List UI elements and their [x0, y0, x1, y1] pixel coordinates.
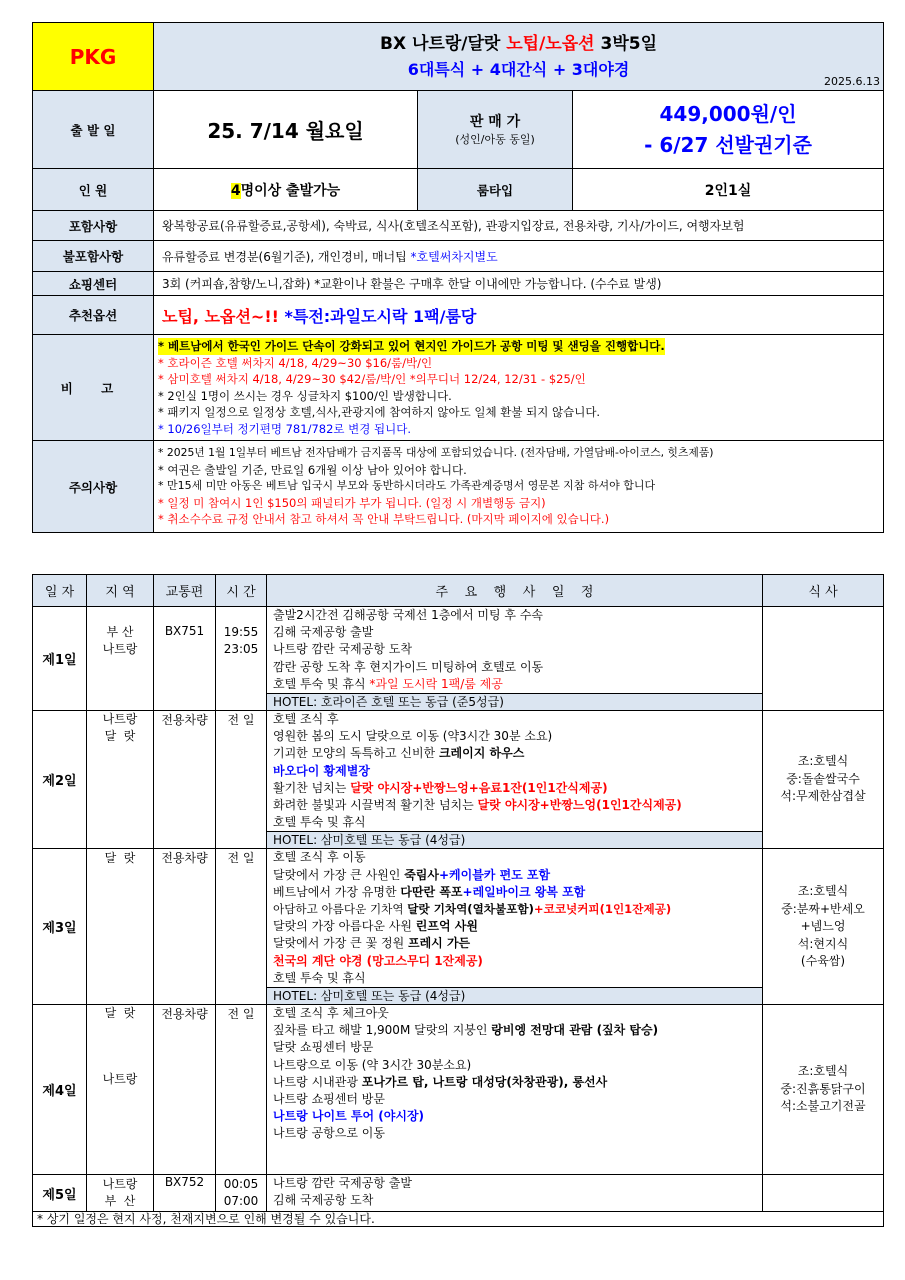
room-label: 룸타입	[418, 169, 573, 211]
shopping-label: 쇼핑센터	[33, 272, 154, 296]
activities: 호텔 조식 후 체크아웃 짚차를 타고 해발 1,900M 달랏의 지붕인 랑비엥 전망대 관람 (짚차 탑승) 달랏 쇼핑센터 방문 나트랑으로 이동 (약 3시간 30분소요) 나트랑 시내관광 포나가르 탑, 나트랑 대성당(차창관광), 롱선사 나트랑 쇼핑센터 방문 나트랑 나이트 투어 (야시장) 나트랑 공항으로 이동	[267, 1005, 763, 1175]
region: 달 랏 나트랑	[87, 1005, 154, 1175]
depart-date: 25. 7/14 월요일	[154, 91, 418, 169]
depart-label: 출 발 일	[33, 91, 154, 169]
remark-item: * 10/26일부터 정기편명 781/782로 변경 됩니다.	[158, 421, 412, 436]
shopping-value: 3회 (커피숍,참향/노니,잡화) *교환이나 환불은 구매후 한달 이내에만 가능합니다. (수수료 발생)	[154, 272, 884, 296]
day1-row	[33, 607, 884, 694]
option-label: 추천옵션	[33, 296, 154, 335]
col-region: 지 역	[87, 575, 154, 607]
time: 전 일	[216, 711, 267, 849]
include-value: 왕복항공료(유류할증료,공항세), 숙박료, 식사(호텔조식포함), 관광지입장료, 전용차량, 기사/가이드, 여행자보험	[154, 211, 884, 241]
caution-item: * 여권은 출발일 기준, 만료일 6개월 이상 남아 있어야 합니다.	[158, 462, 467, 477]
remarks	[154, 335, 884, 441]
day5-row	[33, 1175, 884, 1212]
hotel-info: HOTEL: 호라이즌 호텔 또는 동급 (준5성급)	[267, 694, 763, 711]
caution-item: * 취소수수료 규정 안내서 참고 하셔서 꼭 안내 부탁드립니다. (마지막 페이지에 있습니다.)	[158, 512, 610, 527]
remark-item: * 삼미호텔 써차지 4/18, 4/29~30 $42/룸/박/인 *의무디너 12/24, 12/31 - $25/인	[158, 372, 586, 386]
option-value: 노팁, 노옵션~!! *특전:과일도시락 1팩/룸당	[154, 296, 884, 335]
cautions	[154, 441, 884, 533]
day-label: 제2일	[33, 711, 87, 849]
doc-date: 2025.6.13	[824, 75, 881, 88]
activities: 출발2시간전 김해공항 국제선 1층에서 미팅 후 수속 김해 국제공항 출발 나트랑 깜란 국제공항 도착 깜란 공항 도착 후 현지가이드 미팅하여 호텔로 이동 호텔 투숙 및 휴식 *과일 도시락 1팩/룸 제공	[267, 607, 763, 694]
transport: BX751	[154, 607, 216, 711]
day2-row	[33, 711, 884, 832]
pkg-label: PKG	[33, 23, 154, 91]
remark-item: * 2인실 1명이 쓰시는 경우 싱글차지 $100/인 발생합니다.	[158, 388, 452, 403]
include-label: 포함사항	[33, 211, 154, 241]
people-value: 4명이상 출발가능	[154, 169, 418, 211]
day-label: 제1일	[33, 607, 87, 711]
meals: 조:호텔식 중:진흙통닭구이 석:소불고기전골	[763, 1005, 884, 1175]
col-main: 주 요 행 사 일 정	[267, 575, 763, 607]
price-value: 449,000원/인 - 6/27 선발권기준	[573, 91, 884, 169]
price-label: 판 매 가 (성인/아동 동일)	[418, 91, 573, 169]
hotel-info: HOTEL: 삼미호텔 또는 동급 (4성급)	[267, 988, 763, 1005]
col-transport: 교통편	[154, 575, 216, 607]
people-label: 인 원	[33, 169, 154, 211]
activities: 호텔 조식 후 이동 달랏에서 가장 큰 사원인 죽림사+케이블카 편도 포함 베트남에서 가장 유명한 다딴란 폭포+레일바이크 왕복 포함 아담하고 아름다운 기차역 달랏 기차역(열차불포함)+코코넛커피(1인1잔제공) 달랏의 가장 아름다운 사원 린프억 사원 달랏에서 가장 큰 꽃 정원 프레시 가든 천국의 계단 야경 (망고스무디 1잔제공) 호텔 투숙 및 휴식	[267, 849, 763, 988]
time: 19:55 23:05	[216, 607, 267, 711]
region: 나트랑 달 랏	[87, 711, 154, 849]
package-info-table	[32, 22, 884, 533]
activities: 나트랑 깜란 국제공항 출발 김해 국제공항 도착	[267, 1175, 763, 1212]
transport: 전용차량	[154, 849, 216, 1005]
room-value: 2인1실	[573, 169, 884, 211]
footnote: * 상기 일정은 현지 사정, 천재지변으로 인해 변경될 수 있습니다.	[33, 1212, 884, 1227]
activities: 호텔 조식 후 영원한 봄의 도시 달랏으로 이동 (약3시간 30분 소요) 기괴한 모양의 독특하고 신비한 크레이지 하우스 바오다이 황제별장 활기찬 넘치는 달랏 야시장+반짱느엉+음료1잔(1인1간식제공) 화려한 불빛과 시끌벅적 활기찬 넘치는 달랏 야시장+반짱느엉(1인1간식제공) 호텔 투숙 및 휴식	[267, 711, 763, 832]
region: 나트랑 부 산	[87, 1175, 154, 1212]
day-label: 제3일	[33, 849, 87, 1005]
package-subtitle: 6대특식 + 4대간식 + 3대야경	[407, 59, 630, 79]
remark-item: * 호라이즌 호텔 써차지 4/18, 4/29~30 $16/룸/박/인	[158, 355, 433, 370]
meals	[763, 607, 884, 711]
remark-item: * 베트남에서 한국인 가이드 단속이 강화되고 있어 현지인 가이드가 공항 미팅 및 샌딩을 진행합니다.	[158, 339, 665, 353]
caution-item: * 일정 미 참여시 1인 $150의 패널티가 부가 됩니다. (일정 시 개별행동 금지)	[158, 495, 546, 510]
transport: 전용차량	[154, 1005, 216, 1175]
time: 전 일	[216, 1005, 267, 1175]
package-title: BX 나트랑/달랏 노팁/노옵션 3박5일 6대특식 + 4대간식 + 3대야경 2025.6.13	[154, 23, 884, 91]
footnote-row	[33, 1212, 884, 1227]
day4-row	[33, 1005, 884, 1175]
transport: BX752	[154, 1175, 216, 1212]
meals: 조:호텔식 중:분짜+반세오 +넴느엉 석:현지식 (수육쌈)	[763, 849, 884, 1005]
caution-label: 주의사항	[33, 441, 154, 533]
day-label: 제4일	[33, 1005, 87, 1175]
caution-item: * 2025년 1월 1일부터 베트남 전자담배가 금지품목 대상에 포함되었습니다. (전자담배, 가열담배-아이코스, 힛츠제품)	[158, 446, 714, 460]
region: 달 랏	[87, 849, 154, 1005]
remark-item: * 패키지 일정으로 일정상 호텔,식사,관광지에 참여하지 않아도 일체 환불 되지 않습니다.	[158, 405, 601, 419]
time: 00:05 07:00	[216, 1175, 267, 1212]
day-label: 제5일	[33, 1175, 87, 1212]
itinerary-header	[33, 575, 884, 607]
time: 전 일	[216, 849, 267, 1005]
remark-label: 비 고	[33, 335, 154, 441]
meals: 조:호텔식 중:돌솥쌀국수 석:무제한삼겹살	[763, 711, 884, 849]
caution-item: * 만15세 미만 아동은 베트남 입국시 부모와 동반하시더라도 가족관계증명서 영문본 지참 하셔야 합니다	[158, 479, 656, 493]
exclude-value: 유류할증료 변경분(6월기준), 개인경비, 매너팁 *호텔써차지별도	[154, 241, 884, 272]
day3-row	[33, 849, 884, 988]
exclude-label: 불포함사항	[33, 241, 154, 272]
transport: 전용차량	[154, 711, 216, 849]
itinerary-table	[32, 574, 884, 1227]
col-meal: 식 사	[763, 575, 884, 607]
region: 부 산 나트랑	[87, 607, 154, 711]
hotel-info: HOTEL: 삼미호텔 또는 동급 (4성급)	[267, 832, 763, 849]
col-time: 시 간	[216, 575, 267, 607]
meals	[763, 1175, 884, 1212]
col-day: 일 자	[33, 575, 87, 607]
